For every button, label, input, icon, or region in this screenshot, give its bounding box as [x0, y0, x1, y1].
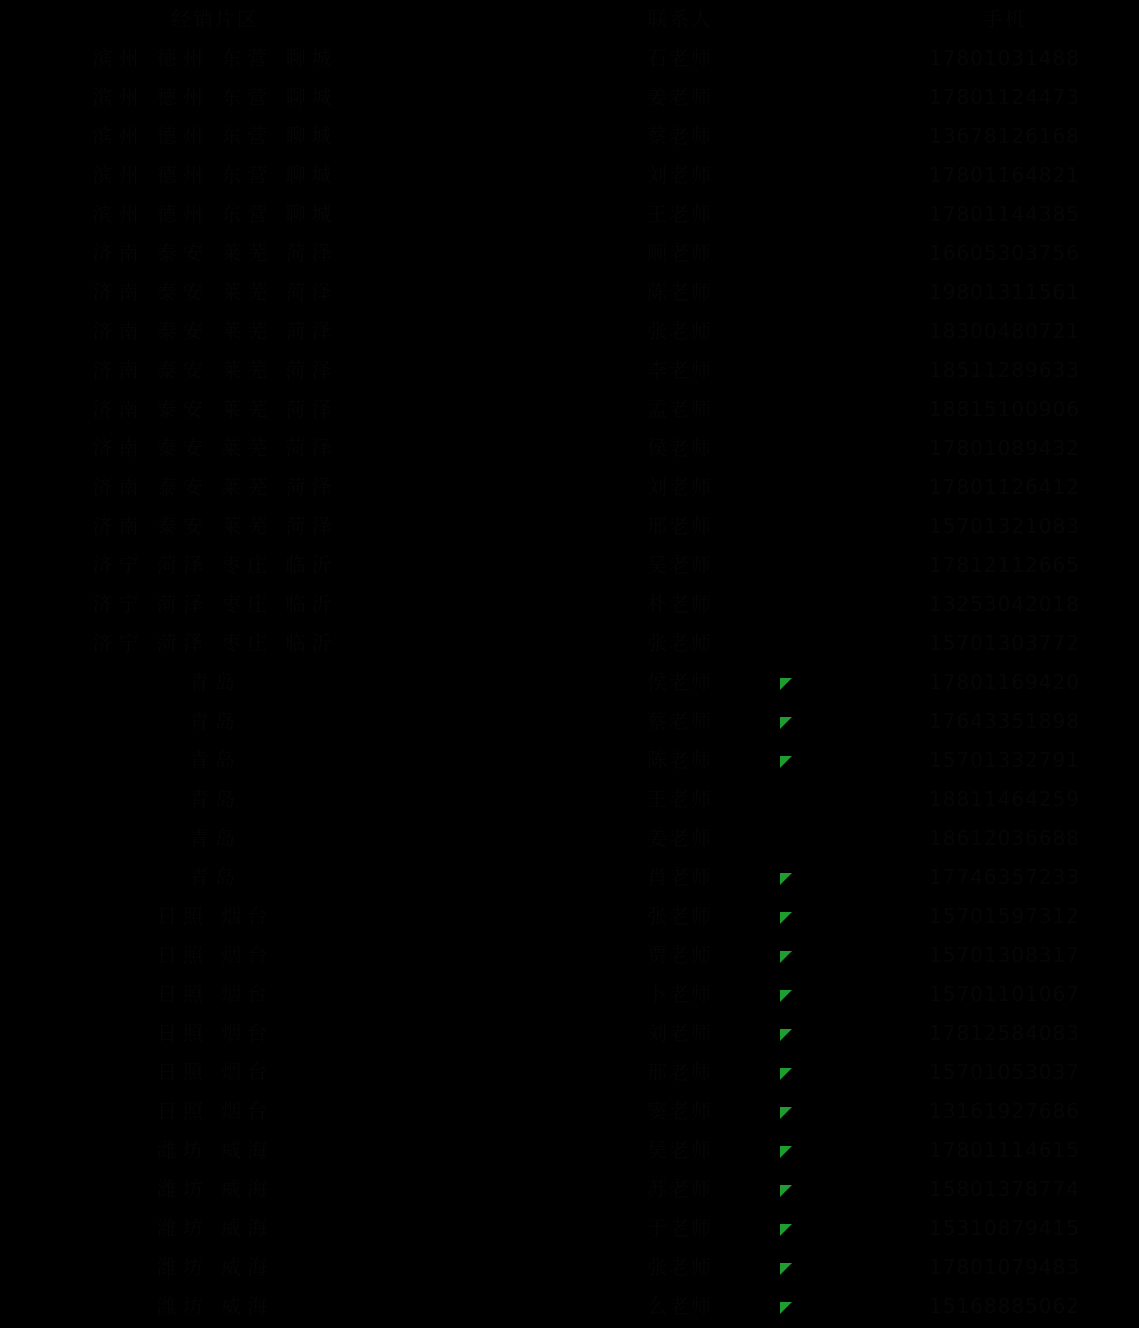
cell-phone[interactable]: 17801169420	[929, 670, 1080, 694]
cell-area[interactable]: 济南 泰安 莱芜 菏泽	[92, 514, 338, 538]
cell-contact-name[interactable]: 侯老师	[647, 436, 713, 460]
cell-contact-name[interactable]: 么老师	[647, 1294, 713, 1318]
table-row[interactable]	[0, 1170, 1139, 1209]
table-row[interactable]	[0, 156, 1139, 195]
cell-spacer	[430, 1287, 580, 1326]
cell-spacer	[430, 78, 580, 117]
table-row[interactable]	[0, 936, 1139, 975]
cell-phone[interactable]: 15168885062	[929, 1294, 1080, 1318]
table-row[interactable]	[0, 39, 1139, 78]
cell-contact-name[interactable]: 邢老师	[647, 514, 713, 538]
cell-contact-name[interactable]: 侯老师	[647, 670, 713, 694]
comment-marker-icon	[780, 990, 792, 1002]
cell-spacer	[430, 702, 580, 741]
cell-marker[interactable]	[780, 936, 870, 975]
table-row[interactable]	[0, 78, 1139, 117]
column-header-flag	[430, 0, 580, 39]
cell-spacer	[430, 507, 580, 546]
cell-contact-name[interactable]: 吴老师	[647, 1138, 713, 1162]
cell-marker[interactable]	[780, 897, 870, 936]
comment-marker-icon	[780, 1302, 792, 1314]
cell-phone[interactable]: 15310879415	[929, 1216, 1080, 1240]
cell-spacer	[430, 468, 580, 507]
cell-area[interactable]: 济南 泰安 莱芜 菏泽	[92, 436, 338, 460]
cell-marker[interactable]	[780, 234, 870, 273]
cell-area[interactable]: 日照 烟台	[156, 943, 274, 967]
cell-area[interactable]: 滨州 德州 东营 聊城	[92, 85, 338, 109]
cell-contact-name[interactable]: 邢老师	[647, 1060, 713, 1084]
cell-area[interactable]: 济南 泰安 莱芜 菏泽	[92, 358, 338, 382]
column-header-name: 联系人	[647, 7, 713, 31]
cell-phone[interactable]: 13678126168	[929, 124, 1080, 148]
table-row[interactable]	[0, 858, 1139, 897]
cell-phone[interactable]: 17643351898	[929, 709, 1080, 733]
cell-marker[interactable]	[780, 1053, 870, 1092]
cell-spacer	[430, 234, 580, 273]
cell-marker[interactable]	[780, 1014, 870, 1053]
cell-spacer	[430, 390, 580, 429]
cell-area[interactable]: 潍坊 威海	[156, 1255, 274, 1279]
table-row[interactable]	[0, 1092, 1139, 1131]
comment-marker-icon	[780, 678, 792, 690]
comment-marker-icon	[780, 1263, 792, 1275]
comment-marker-icon	[780, 1068, 792, 1080]
cell-area[interactable]: 济宁 菏泽 枣庄 临沂	[92, 631, 338, 655]
cell-contact-name[interactable]: 窦老师	[647, 1099, 713, 1123]
table-row[interactable]	[0, 273, 1139, 312]
cell-spacer	[430, 1209, 580, 1248]
table-row[interactable]	[0, 1053, 1139, 1092]
cell-contact-name[interactable]: 朴老师	[647, 592, 713, 616]
cell-area[interactable]: 济南 泰安 莱芜 菏泽	[92, 280, 338, 304]
comment-marker-icon	[780, 1185, 792, 1197]
cell-area[interactable]: 青岛	[189, 787, 241, 811]
cell-phone[interactable]: 17801114615	[929, 1138, 1080, 1162]
cell-spacer	[430, 780, 580, 819]
cell-spacer	[430, 117, 580, 156]
cell-spacer	[430, 312, 580, 351]
cell-phone[interactable]: 17746357233	[929, 865, 1080, 889]
cell-phone[interactable]: 19801311561	[929, 280, 1080, 304]
cell-marker[interactable]	[780, 1092, 870, 1131]
cell-phone[interactable]: 17801089432	[929, 436, 1080, 460]
cell-contact-name[interactable]: 孟老师	[647, 397, 713, 421]
cell-spacer	[430, 1092, 580, 1131]
cell-marker[interactable]	[780, 468, 870, 507]
cell-contact-name[interactable]: 苏老师	[647, 1177, 713, 1201]
cell-contact-name[interactable]: 卜老师	[647, 982, 713, 1006]
table-row[interactable]	[0, 390, 1139, 429]
cell-marker[interactable]	[780, 273, 870, 312]
column-header-area: 经销片区	[171, 7, 259, 31]
cell-phone[interactable]: 17801031488	[929, 46, 1080, 70]
comment-marker-icon	[780, 1107, 792, 1119]
comment-marker-icon	[780, 912, 792, 924]
cell-area[interactable]: 济宁 菏泽 枣庄 临沂	[92, 592, 338, 616]
table-row[interactable]	[0, 663, 1139, 702]
cell-area[interactable]: 青岛	[189, 826, 241, 850]
cell-contact-name[interactable]: 王老师	[647, 202, 713, 226]
cell-contact-name[interactable]: 李老师	[647, 358, 713, 382]
cell-marker[interactable]	[780, 1170, 870, 1209]
cell-contact-name[interactable]: 贾老师	[647, 943, 713, 967]
table-row[interactable]	[0, 897, 1139, 936]
table-row[interactable]	[0, 234, 1139, 273]
cell-marker[interactable]	[780, 975, 870, 1014]
cell-spacer	[430, 351, 580, 390]
column-header-phone: 手机	[982, 7, 1027, 31]
column-header-mark	[780, 0, 870, 39]
cell-area[interactable]: 青岛	[189, 865, 241, 889]
table-header-row	[0, 0, 1139, 39]
table-row[interactable]	[0, 1014, 1139, 1053]
cell-area[interactable]: 济南 泰安 莱芜 菏泽	[92, 241, 338, 265]
comment-marker-icon	[780, 951, 792, 963]
table-row[interactable]	[0, 429, 1139, 468]
cell-marker[interactable]	[780, 390, 870, 429]
cell-phone[interactable]: 18300480721	[929, 319, 1080, 343]
table-row[interactable]	[0, 624, 1139, 663]
table-row[interactable]	[0, 780, 1139, 819]
cell-phone[interactable]: 18815100906	[929, 397, 1080, 421]
cell-contact-name[interactable]: 石老师	[647, 46, 713, 70]
cell-phone[interactable]: 17801126412	[929, 475, 1080, 499]
cell-area[interactable]: 潍坊 威海	[156, 1294, 274, 1318]
cell-contact-name[interactable]: 刘老师	[647, 475, 713, 499]
cell-phone[interactable]: 18511289633	[929, 358, 1080, 382]
cell-phone[interactable]: 15701332791	[929, 748, 1080, 772]
cell-contact-name[interactable]: 姜老师	[647, 826, 713, 850]
cell-marker[interactable]	[780, 1248, 870, 1287]
cell-phone[interactable]: 15701101067	[929, 982, 1080, 1006]
cell-marker[interactable]	[780, 156, 870, 195]
cell-area[interactable]: 潍坊 威海	[156, 1138, 274, 1162]
comment-marker-icon	[780, 873, 792, 885]
cell-area[interactable]: 潍坊 威海	[156, 1177, 274, 1201]
cell-phone[interactable]: 15701053037	[929, 1060, 1080, 1084]
cell-marker[interactable]	[780, 819, 870, 858]
table-row[interactable]	[0, 468, 1139, 507]
table-row[interactable]	[0, 819, 1139, 858]
table-row[interactable]	[0, 741, 1139, 780]
cell-phone[interactable]: 18811464259	[929, 787, 1080, 811]
cell-contact-name[interactable]: 蔡老师	[647, 124, 713, 148]
cell-marker[interactable]	[780, 1287, 870, 1326]
cell-spacer	[430, 585, 580, 624]
cell-area[interactable]: 日照 烟台	[156, 904, 274, 928]
cell-contact-name[interactable]: 张老师	[647, 1255, 713, 1279]
cell-phone[interactable]: 15701308317	[929, 943, 1080, 967]
table-row[interactable]	[0, 117, 1139, 156]
cell-phone[interactable]: 17812112665	[929, 553, 1080, 577]
cell-marker[interactable]	[780, 585, 870, 624]
cell-area[interactable]: 日照 烟台	[156, 1060, 274, 1084]
cell-spacer	[430, 429, 580, 468]
cell-area[interactable]: 滨州 德州 东营 聊城	[92, 124, 338, 148]
table-row[interactable]	[0, 351, 1139, 390]
cell-spacer	[430, 1131, 580, 1170]
cell-contact-name[interactable]: 张老师	[647, 904, 713, 928]
cell-marker[interactable]	[780, 507, 870, 546]
cell-contact-name[interactable]: 张老师	[647, 631, 713, 655]
cell-phone[interactable]: 17812584083	[929, 1021, 1080, 1045]
cell-area[interactable]: 日照 烟台	[156, 982, 274, 1006]
cell-contact-name[interactable]: 刘老师	[647, 1021, 713, 1045]
cell-phone[interactable]: 15701303772	[929, 631, 1080, 655]
cell-area[interactable]: 滨州 德州 东营 聊城	[92, 46, 338, 70]
cell-contact-name[interactable]: 王老师	[647, 787, 713, 811]
cell-marker[interactable]	[780, 1209, 870, 1248]
cell-phone[interactable]: 15701597312	[929, 904, 1080, 928]
table-row[interactable]	[0, 1131, 1139, 1170]
cell-spacer	[430, 156, 580, 195]
cell-phone[interactable]: 13161927686	[929, 1099, 1080, 1123]
table-row[interactable]	[0, 1248, 1139, 1287]
table-row[interactable]	[0, 702, 1139, 741]
comment-marker-icon	[780, 717, 792, 729]
cell-spacer	[430, 936, 580, 975]
cell-marker[interactable]	[780, 351, 870, 390]
comment-marker-icon	[780, 756, 792, 768]
cell-contact-name[interactable]: 肖老师	[647, 865, 713, 889]
table-row[interactable]	[0, 1209, 1139, 1248]
table-row[interactable]	[0, 975, 1139, 1014]
table-row[interactable]	[0, 507, 1139, 546]
cell-marker[interactable]	[780, 1131, 870, 1170]
cell-contact-name[interactable]: 姜老师	[647, 85, 713, 109]
cell-contact-name[interactable]: 陈老师	[647, 280, 713, 304]
cell-area[interactable]: 日照 烟台	[156, 1099, 274, 1123]
cell-marker[interactable]	[780, 546, 870, 585]
comment-marker-icon	[780, 1146, 792, 1158]
cell-phone[interactable]: 13253042018	[929, 592, 1080, 616]
table-row[interactable]	[0, 195, 1139, 234]
cell-phone[interactable]: 15801378774	[929, 1177, 1080, 1201]
cell-contact-name[interactable]: 顺老师	[647, 241, 713, 265]
cell-marker[interactable]	[780, 39, 870, 78]
cell-spacer	[430, 819, 580, 858]
cell-area[interactable]: 济南 泰安 莱芜 菏泽	[92, 319, 338, 343]
cell-marker[interactable]	[780, 312, 870, 351]
cell-contact-name[interactable]: 于老师	[647, 1216, 713, 1240]
cell-spacer	[430, 1248, 580, 1287]
cell-area[interactable]: 济南 泰安 莱芜 菏泽	[92, 475, 338, 499]
cell-spacer	[430, 858, 580, 897]
cell-area[interactable]: 济南 泰安 莱芜 菏泽	[92, 397, 338, 421]
cell-marker[interactable]	[780, 117, 870, 156]
cell-contact-name[interactable]: 刘老师	[647, 163, 713, 187]
cell-marker[interactable]	[780, 780, 870, 819]
cell-spacer	[430, 897, 580, 936]
cell-marker[interactable]	[780, 858, 870, 897]
cell-area[interactable]: 滨州 德州 东营 聊城	[92, 163, 338, 187]
cell-phone[interactable]: 16605303756	[929, 241, 1080, 265]
cell-contact-name[interactable]: 蔡老师	[647, 709, 713, 733]
cell-phone[interactable]: 17801079483	[929, 1255, 1080, 1279]
cell-spacer	[430, 1053, 580, 1092]
cell-spacer	[430, 273, 580, 312]
table-row[interactable]	[0, 1287, 1139, 1326]
cell-area[interactable]: 青岛	[189, 748, 241, 772]
cell-spacer	[430, 741, 580, 780]
cell-spacer	[430, 195, 580, 234]
cell-spacer	[430, 39, 580, 78]
cell-contact-name[interactable]: 陈老师	[647, 748, 713, 772]
table-row[interactable]	[0, 585, 1139, 624]
cell-phone[interactable]: 18612036688	[929, 826, 1080, 850]
cell-spacer	[430, 546, 580, 585]
cell-marker[interactable]	[780, 741, 870, 780]
cell-marker[interactable]	[780, 702, 870, 741]
cell-phone[interactable]: 17801164821	[929, 163, 1080, 187]
cell-marker[interactable]	[780, 195, 870, 234]
cell-marker[interactable]	[780, 663, 870, 702]
cell-phone[interactable]: 15701321083	[929, 514, 1080, 538]
cell-spacer	[430, 624, 580, 663]
cell-area[interactable]: 日照 烟台	[156, 1021, 274, 1045]
table-row[interactable]	[0, 546, 1139, 585]
cell-area[interactable]: 青岛	[189, 709, 241, 733]
cell-area[interactable]: 济宁 菏泽 枣庄 临沂	[92, 553, 338, 577]
cell-phone[interactable]: 17801124473	[929, 85, 1080, 109]
cell-marker[interactable]	[780, 429, 870, 468]
cell-contact-name[interactable]: 张老师	[647, 319, 713, 343]
cell-spacer	[430, 1170, 580, 1209]
comment-marker-icon	[780, 1029, 792, 1041]
cell-spacer	[430, 663, 580, 702]
cell-phone[interactable]: 17801144385	[929, 202, 1080, 226]
cell-area[interactable]: 青岛	[189, 670, 241, 694]
cell-spacer	[430, 975, 580, 1014]
cell-area[interactable]: 潍坊 威海	[156, 1216, 274, 1240]
cell-marker[interactable]	[780, 624, 870, 663]
cell-contact-name[interactable]: 吴老师	[647, 553, 713, 577]
table-row[interactable]	[0, 312, 1139, 351]
comment-marker-icon	[780, 1224, 792, 1236]
cell-marker[interactable]	[780, 78, 870, 117]
cell-spacer	[430, 1014, 580, 1053]
cell-area[interactable]: 滨州 德州 东营 聊城	[92, 202, 338, 226]
